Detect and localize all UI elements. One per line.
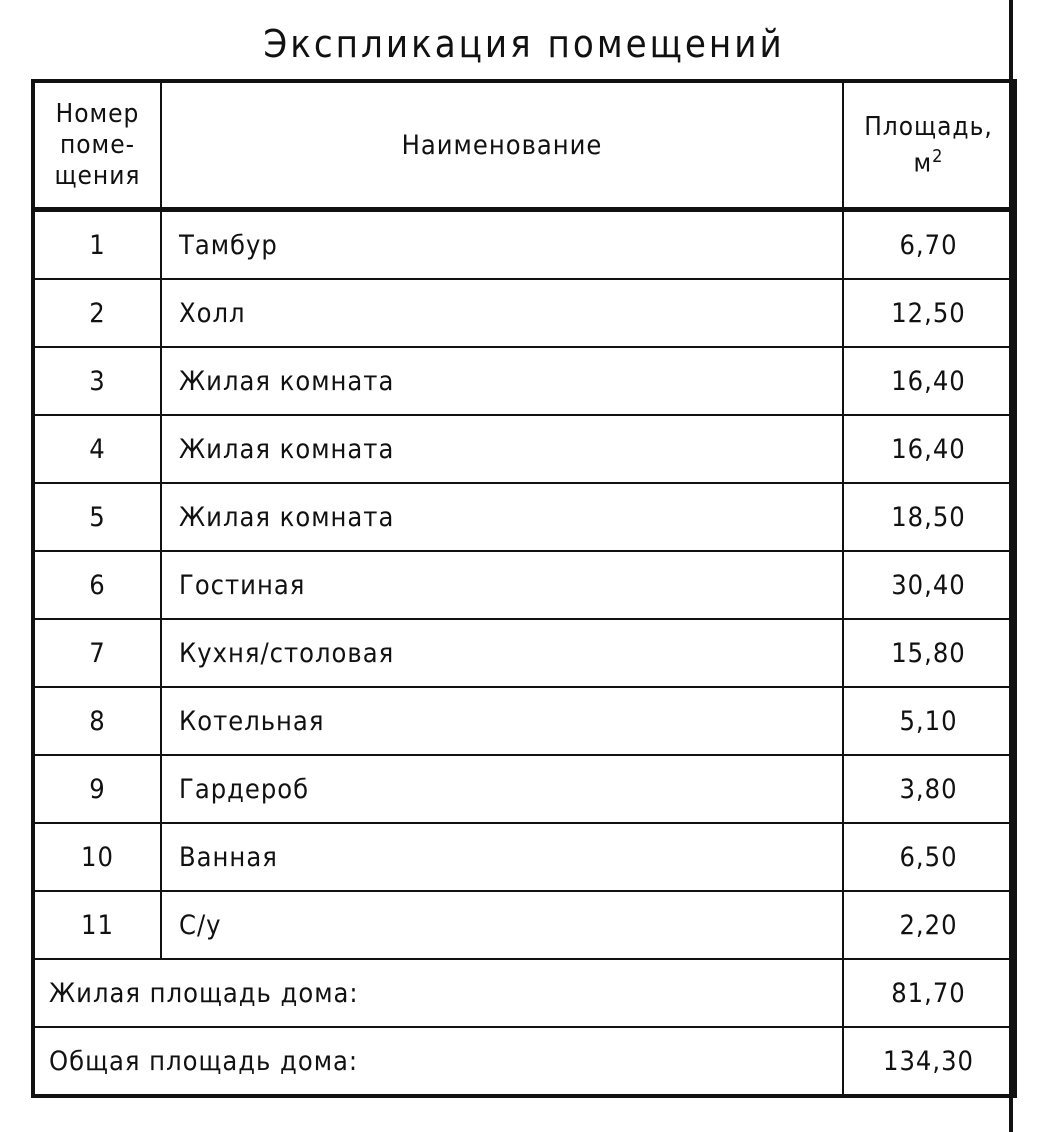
room-area: 18,50 bbox=[843, 483, 1015, 551]
living-area-row bbox=[33, 959, 1015, 1027]
table-row bbox=[33, 210, 1015, 280]
room-area: 6,50 bbox=[843, 823, 1015, 891]
total-area-row bbox=[33, 1027, 1015, 1096]
table-row bbox=[33, 823, 1015, 891]
room-number: 9 bbox=[33, 755, 161, 823]
room-area: 15,80 bbox=[843, 619, 1015, 687]
table-row bbox=[33, 891, 1015, 959]
header-number-line-1: Номер bbox=[55, 98, 140, 129]
room-area: 30,40 bbox=[843, 551, 1015, 619]
header-number bbox=[33, 81, 161, 210]
room-number: 7 bbox=[33, 619, 161, 687]
room-name: Жилая комната bbox=[161, 347, 843, 415]
header-area-line-1: Площадь, bbox=[864, 111, 993, 142]
room-name: Тамбур bbox=[161, 210, 843, 280]
living-area-value: 81,70 bbox=[843, 959, 1015, 1027]
room-area: 16,40 bbox=[843, 347, 1015, 415]
room-area: 3,80 bbox=[843, 755, 1015, 823]
table-row bbox=[33, 415, 1015, 483]
table-body bbox=[33, 210, 1015, 960]
room-number: 11 bbox=[33, 891, 161, 959]
table-row bbox=[33, 619, 1015, 687]
total-area-label: Общая площадь дома: bbox=[33, 1027, 843, 1096]
room-name: С/у bbox=[161, 891, 843, 959]
living-area-label: Жилая площадь дома: bbox=[33, 959, 843, 1027]
room-name: Котельная bbox=[161, 687, 843, 755]
room-number: 1 bbox=[33, 210, 161, 280]
room-name: Кухня/столовая bbox=[161, 619, 843, 687]
document-title: Экспликация помещений bbox=[263, 22, 785, 66]
room-number: 2 bbox=[33, 279, 161, 347]
header-area-line-2 bbox=[844, 142, 1013, 179]
table-row bbox=[33, 755, 1015, 823]
room-area: 12,50 bbox=[843, 279, 1015, 347]
header-area-exponent: 2 bbox=[932, 145, 944, 167]
table-row bbox=[33, 551, 1015, 619]
room-area: 5,10 bbox=[843, 687, 1015, 755]
room-number: 6 bbox=[33, 551, 161, 619]
header-number-line-3: щения bbox=[54, 160, 141, 191]
header-number-line-2: поме- bbox=[59, 129, 136, 160]
room-number: 4 bbox=[33, 415, 161, 483]
room-name: Гостиная bbox=[161, 551, 843, 619]
room-name: Холл bbox=[161, 279, 843, 347]
table-row bbox=[33, 687, 1015, 755]
table-row bbox=[33, 347, 1015, 415]
table-row bbox=[33, 483, 1015, 551]
room-number: 3 bbox=[33, 347, 161, 415]
room-name: Жилая комната bbox=[161, 415, 843, 483]
room-name: Жилая комната bbox=[161, 483, 843, 551]
room-area: 6,70 bbox=[843, 210, 1015, 280]
rooms-table bbox=[31, 79, 1017, 1098]
room-area: 2,20 bbox=[843, 891, 1015, 959]
room-number: 8 bbox=[33, 687, 161, 755]
room-number: 10 bbox=[33, 823, 161, 891]
header-name: Наименование bbox=[161, 81, 843, 210]
room-number: 5 bbox=[33, 483, 161, 551]
table-row bbox=[33, 279, 1015, 347]
room-area: 16,40 bbox=[843, 415, 1015, 483]
header-area-unit: м bbox=[913, 148, 933, 179]
header-area bbox=[843, 81, 1015, 210]
table-header-row bbox=[33, 81, 1015, 210]
total-area-value: 134,30 bbox=[843, 1027, 1015, 1096]
room-name: Гардероб bbox=[161, 755, 843, 823]
room-name: Ванная bbox=[161, 823, 843, 891]
